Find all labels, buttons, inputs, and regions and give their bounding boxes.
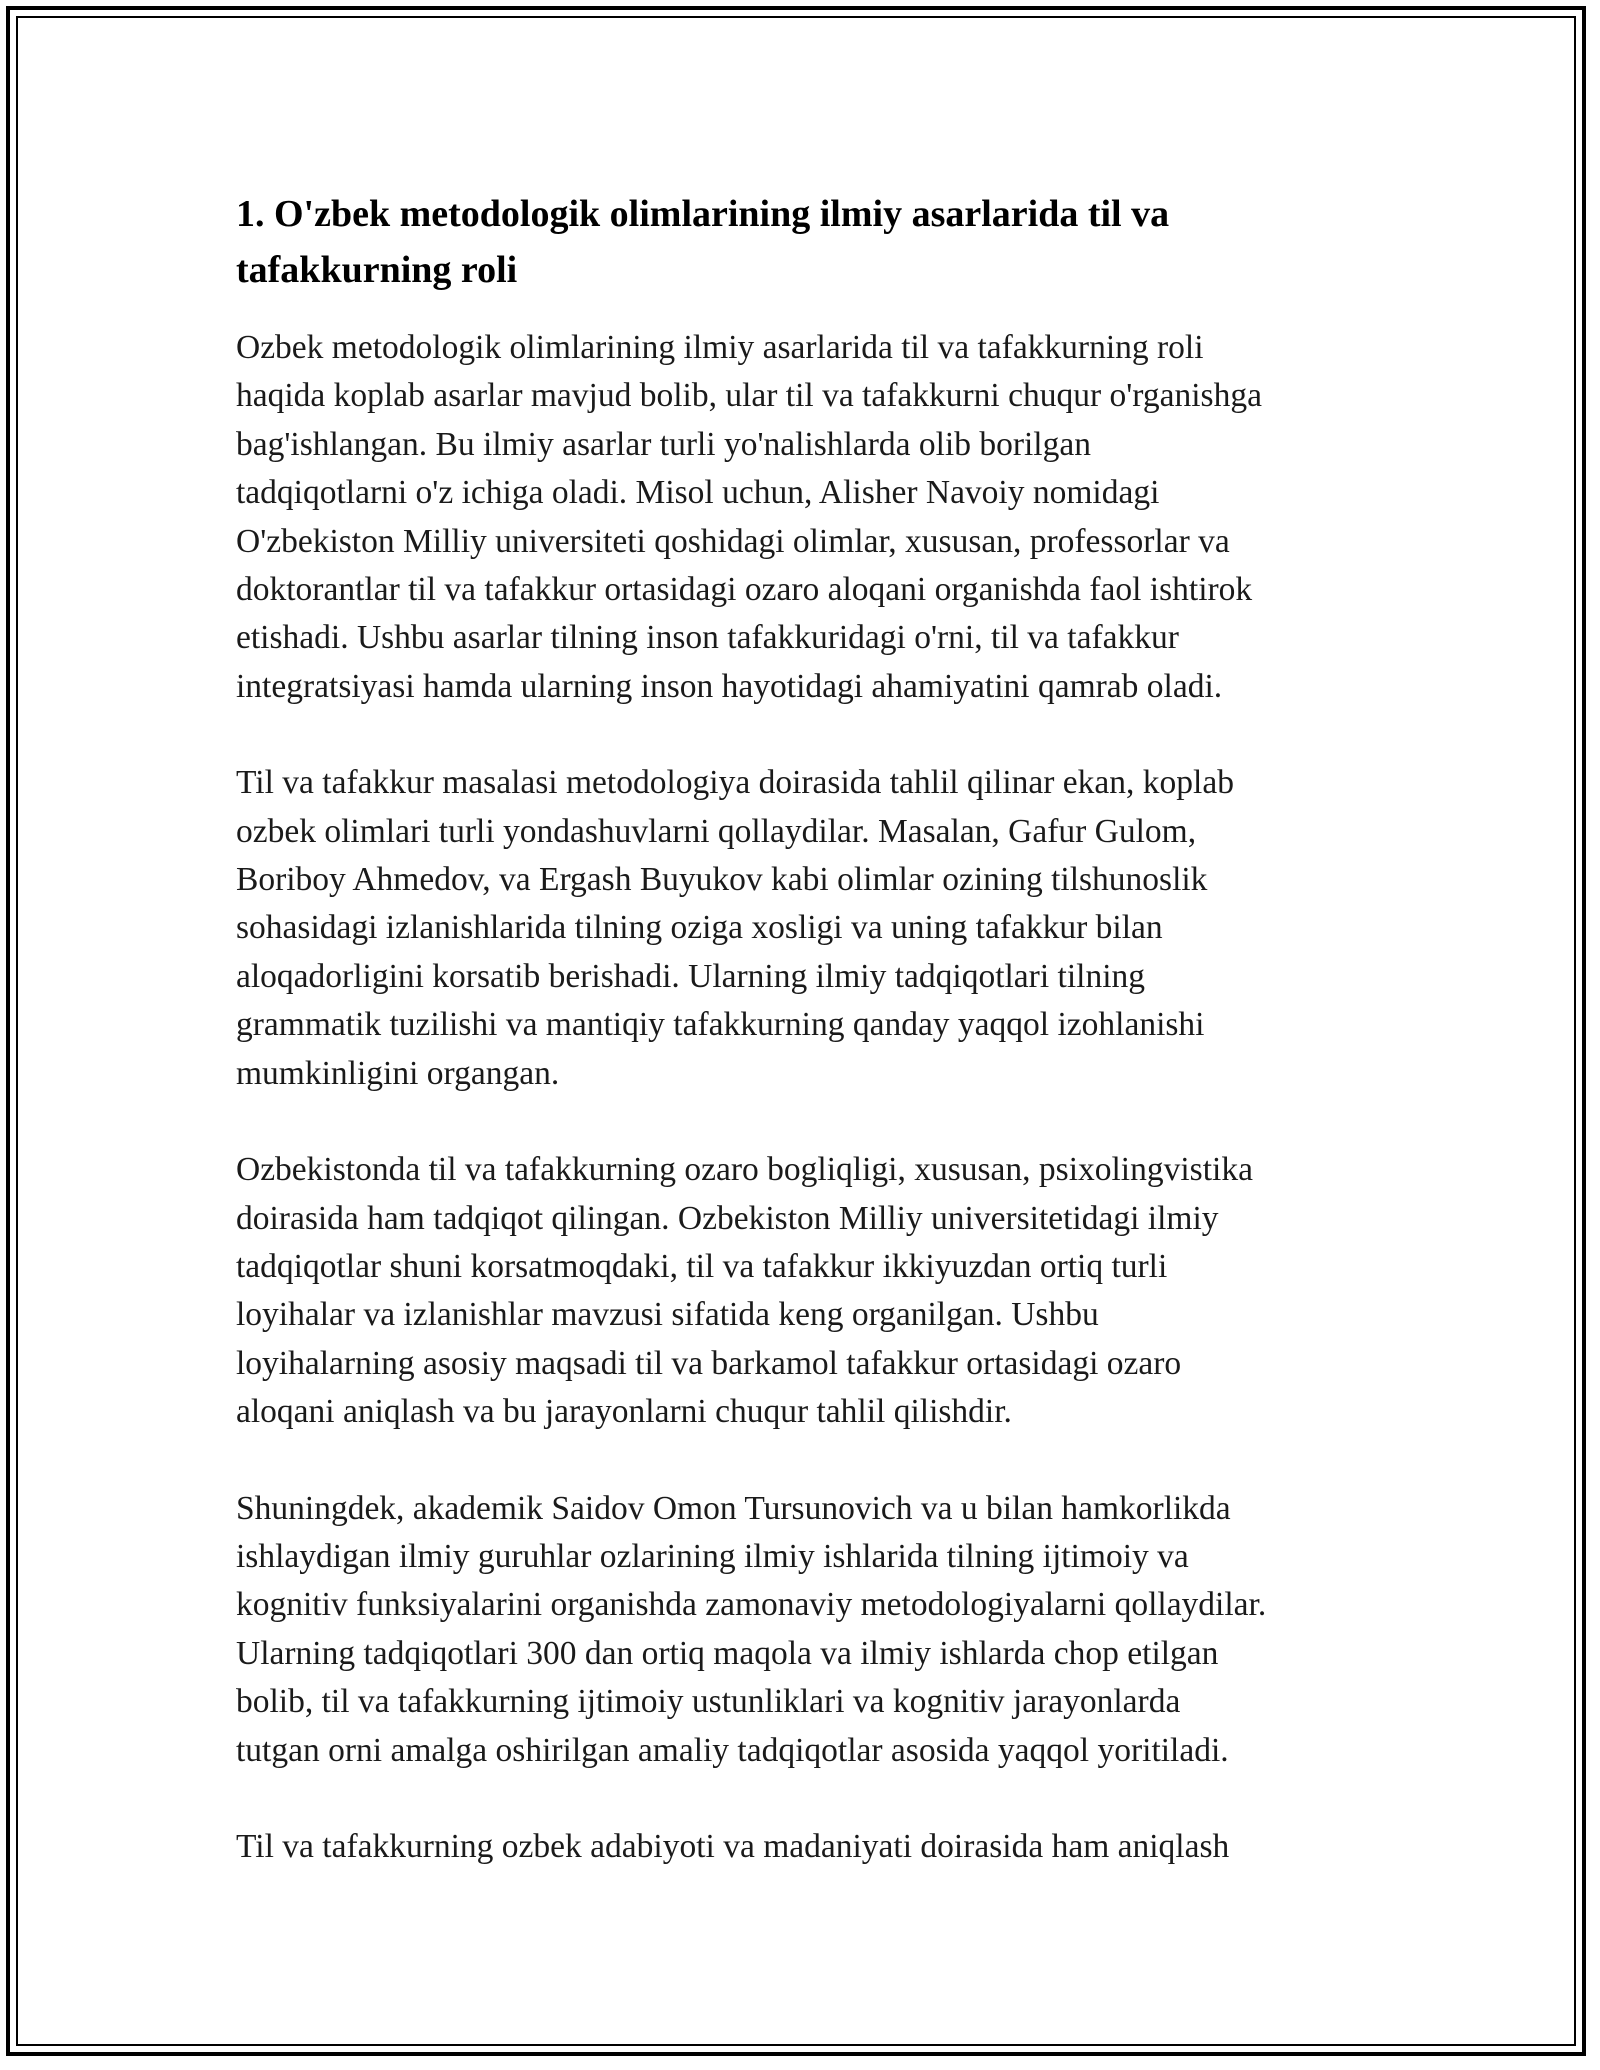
- paragraph-line: tutgan orni amalga oshirilgan amaliy tadqiqotlar asosida yaqqol yoritiladi.: [236, 1731, 1229, 1769]
- paragraph-line: aloqadorligini korsatib berishadi. Ularning ilmiy tadqiqotlari tilning: [236, 957, 1145, 995]
- paragraph-line: ishlaydigan ilmiy guruhlar ozlarining ilmiy ishlarida tilning ijtimoiy va: [236, 1537, 1189, 1575]
- paragraph-line: sohasidagi izlanishlarida tilning oziga xosligi va uning tafakkur bilan: [236, 909, 1163, 947]
- heading-line-1: 1. O'zbek metodologik olimlarining ilmiy asarlarida til va: [236, 193, 1170, 235]
- paragraph-5: [236, 1823, 1376, 1871]
- paragraph-line: Shuningdek, akademik Saidov Omon Tursunovich va u bilan hamkorlikda: [236, 1489, 1231, 1527]
- paragraph-line: loyihalar va izlanishlar mavzusi sifatida keng organilgan. Ushbu: [236, 1296, 1099, 1334]
- paragraph-4: [236, 1485, 1376, 1775]
- paragraph-line: haqida koplab asarlar mavjud bolib, ular til va tafakkurni chuqur o'rganishga: [236, 377, 1262, 415]
- paragraph-line: grammatik tuzilishi va mantiqiy tafakkurning qanday yaqqol izohlanishi: [236, 1006, 1205, 1044]
- paragraph-line: Til va tafakkurning ozbek adabiyoti va madaniyati doirasida ham aniqlash: [236, 1827, 1230, 1865]
- paragraph-line: Boriboy Ahmedov, va Ergash Buyukov kabi olimlar ozining tilshunoslik: [236, 861, 1208, 899]
- paragraph-line: tadqiqotlarni o'z ichiga oladi. Misol uchun, Alisher Navoiy nomidagi: [236, 474, 1160, 512]
- paragraph-line: integratsiyasi hamda ularning inson hayotidagi ahamiyatini qamrab oladi.: [236, 667, 1223, 705]
- paragraph-line: loyihalarning asosiy maqsadi til va barkamol tafakkur ortasidagi ozaro: [236, 1344, 1182, 1382]
- paragraph-2: [236, 759, 1376, 1098]
- paragraph-line: etishadi. Ushbu asarlar tilning inson tafakkuridagi o'rni, til va tafakkur: [236, 619, 1179, 657]
- paragraph-line: mumkinligini organgan.: [236, 1054, 560, 1092]
- paragraph-line: Ozbekistonda til va tafakkurning ozaro bogliqligi, xususan, psixolingvistika: [236, 1151, 1253, 1189]
- paragraph-line: doktorantlar til va tafakkur ortasidagi ozaro aloqani organishda faol ishtirok: [236, 571, 1253, 609]
- paragraph-line: bolib, til va tafakkurning ijtimoiy ustunliklari va kognitiv jarayonlarda: [236, 1683, 1181, 1721]
- heading-line-2: tafakkurning roli: [236, 249, 518, 291]
- section-heading: [236, 186, 1376, 298]
- document-body: [236, 186, 1376, 1919]
- paragraph-line: bag'ishlangan. Bu ilmiy asarlar turli yo'nalishlarda olib borilgan: [236, 425, 1091, 463]
- paragraph-line: Til va tafakkur masalasi metodologiya doirasida tahlil qilinar ekan, koplab: [236, 764, 1234, 802]
- paragraph-1: [236, 324, 1376, 711]
- paragraph-line: O'zbekiston Milliy universiteti qoshidagi olimlar, xususan, professorlar va: [236, 522, 1230, 560]
- paragraph-line: ozbek olimlari turli yondashuvlarni qollaydilar. Masalan, Gafur Gulom,: [236, 812, 1197, 850]
- paragraph-line: tadqiqotlar shuni korsatmoqdaki, til va tafakkur ikkiyuzdan ortiq turli: [236, 1247, 1168, 1285]
- paragraph-line: Ularning tadqiqotlari 300 dan ortiq maqola va ilmiy ishlarda chop etilgan: [236, 1634, 1219, 1672]
- paragraph-line: aloqani aniqlash va bu jarayonlarni chuqur tahlil qilishdir.: [236, 1393, 1012, 1431]
- paragraph-line: kognitiv funksiyalarini organishda zamonaviy metodologiyalarni qollaydilar.: [236, 1586, 1267, 1624]
- paragraph-line: Ozbek metodologik olimlarining ilmiy asarlarida til va tafakkurning roli: [236, 329, 1204, 366]
- paragraph-3: [236, 1146, 1376, 1436]
- paragraph-line: doirasida ham tadqiqot qilingan. Ozbekiston Milliy universitetidagi ilmiy: [236, 1199, 1219, 1237]
